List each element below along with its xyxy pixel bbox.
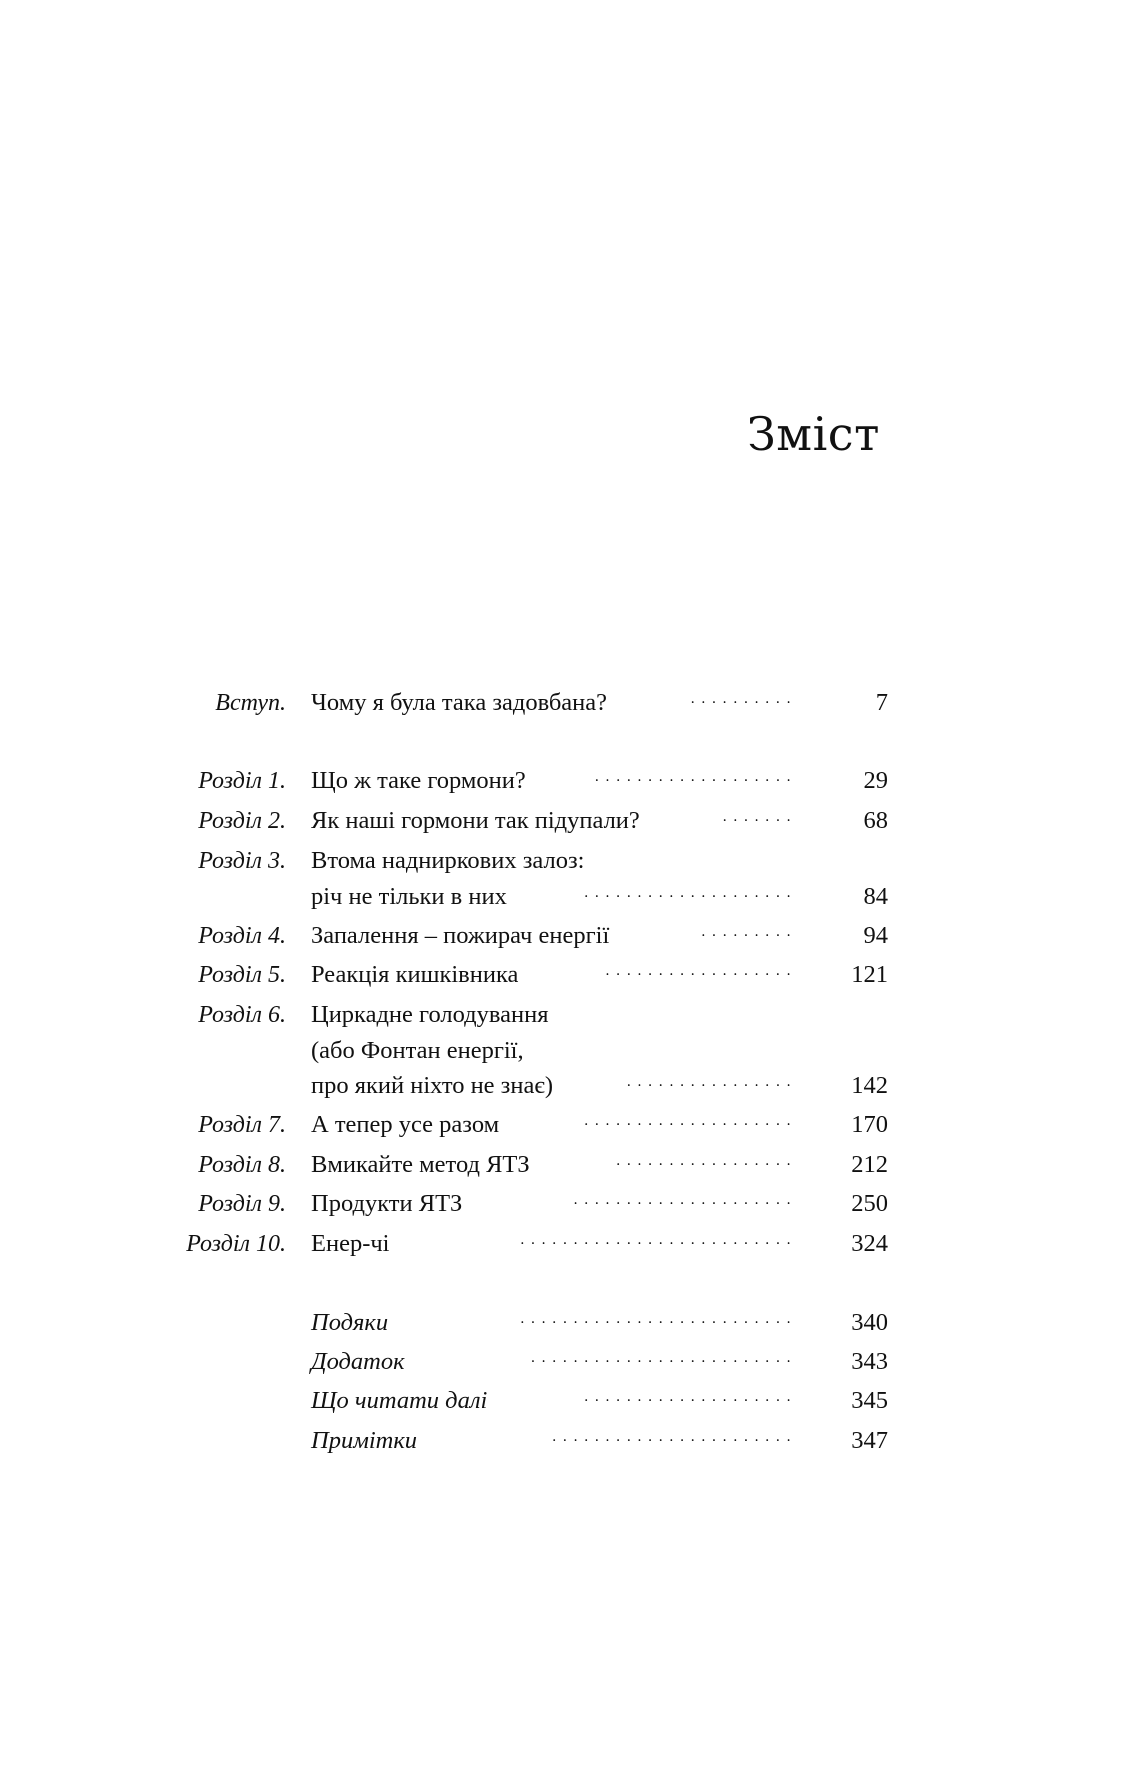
chapter-title: Реакція кишківника	[311, 961, 519, 988]
page-number: 347	[851, 1427, 888, 1454]
toc-entry[interactable]	[0, 919, 1142, 953]
toc-entry[interactable]	[0, 1069, 1142, 1103]
leader-dots: ·········	[701, 928, 797, 944]
page-number: 250	[851, 1190, 888, 1217]
page-number: 29	[863, 767, 888, 794]
chapter-title: Вмикайте метод ЯТЗ	[311, 1151, 530, 1178]
page-number: 170	[851, 1111, 888, 1138]
page-number: 345	[851, 1387, 888, 1414]
chapter-label: Вступ.	[215, 690, 286, 716]
toc-entry[interactable]	[0, 686, 1142, 720]
toc-entry[interactable]	[0, 1424, 1142, 1458]
toc-entry[interactable]	[0, 1108, 1142, 1142]
chapter-title: Циркадне голодування	[311, 1001, 549, 1028]
chapter-title: Подяки	[311, 1309, 389, 1336]
leader-dots: ·····················	[573, 1196, 797, 1212]
page-number: 343	[851, 1348, 888, 1375]
leader-dots: ····················	[583, 888, 797, 905]
chapter-label: Розділ 7.	[198, 1112, 286, 1138]
page-number: 94	[863, 922, 888, 949]
chapter-title: Що ж таке гормони?	[311, 767, 526, 794]
page-number: 7	[875, 689, 888, 716]
chapter-label: Розділ 3.	[198, 848, 286, 874]
leader-dots: ···················	[594, 773, 797, 789]
leader-dots: ··························	[520, 1236, 797, 1252]
leader-dots: ·························	[530, 1354, 797, 1370]
page-number: 324	[851, 1230, 888, 1257]
chapter-title: Продукти ЯТЗ	[311, 1190, 463, 1217]
toc-entry[interactable]	[0, 880, 1142, 914]
toc-entry[interactable]	[0, 1384, 1142, 1418]
chapter-label: Розділ 1.	[198, 768, 286, 794]
chapter-title: Втома надниркових залоз:	[311, 847, 585, 874]
chapter-label: Розділ 5.	[198, 962, 286, 988]
toc-entry[interactable]	[0, 958, 1142, 992]
page-number: 121	[851, 961, 888, 988]
chapter-title: Запалення – пожирач енергії	[311, 922, 610, 949]
chapter-title: (або Фонтан енергії,	[311, 1036, 524, 1064]
chapter-title: А тепер усе разом	[311, 1111, 500, 1138]
leader-dots: ····················	[583, 1117, 797, 1133]
leader-dots: ·······	[722, 813, 797, 829]
toc-entry[interactable]	[0, 1227, 1142, 1261]
chapter-title: Як наші гормони так підупали?	[311, 807, 640, 834]
chapter-label: Розділ 8.	[198, 1152, 286, 1178]
toc-entry[interactable]	[0, 1148, 1142, 1182]
chapter-title: Чому я була така задовбана?	[311, 689, 608, 716]
chapter-title: про який ніхто не знає)	[311, 1072, 554, 1099]
toc-entry[interactable]	[0, 1187, 1142, 1221]
page-number: 84	[863, 882, 888, 910]
chapter-title: Додаток	[311, 1348, 405, 1375]
leader-dots: ··········	[690, 695, 797, 711]
chapter-label: Розділ 9.	[198, 1191, 286, 1217]
page-number: 68	[863, 807, 888, 834]
page-title: Зміст	[747, 406, 880, 461]
toc-entry	[0, 1034, 1142, 1068]
chapter-title: Примітки	[311, 1427, 418, 1454]
leader-dots: ·······················	[552, 1433, 797, 1449]
chapter-label: Розділ 2.	[198, 808, 286, 834]
chapter-label: Розділ 4.	[198, 923, 286, 949]
leader-dots: ··················	[605, 967, 797, 983]
page-number: 142	[851, 1072, 888, 1099]
toc-entry[interactable]	[0, 1345, 1142, 1379]
chapter-label: Розділ 10.	[186, 1231, 286, 1257]
toc-entry[interactable]	[0, 764, 1142, 798]
chapter-title: Енер-чі	[311, 1230, 390, 1257]
chapter-title: річ не тільки в них	[311, 882, 507, 910]
page-number: 212	[851, 1151, 888, 1178]
leader-dots: ····················	[583, 1393, 797, 1409]
toc-entry[interactable]	[0, 804, 1142, 838]
toc-entry	[0, 998, 1142, 1032]
page-number: 340	[851, 1309, 888, 1336]
leader-dots: ·················	[615, 1157, 797, 1173]
leader-dots: ··························	[520, 1315, 797, 1331]
toc-entry	[0, 844, 1142, 878]
chapter-label: Розділ 6.	[198, 1002, 286, 1028]
toc-entry[interactable]	[0, 1306, 1142, 1340]
chapter-title: Що читати далі	[311, 1387, 488, 1414]
leader-dots: ················	[626, 1078, 797, 1094]
